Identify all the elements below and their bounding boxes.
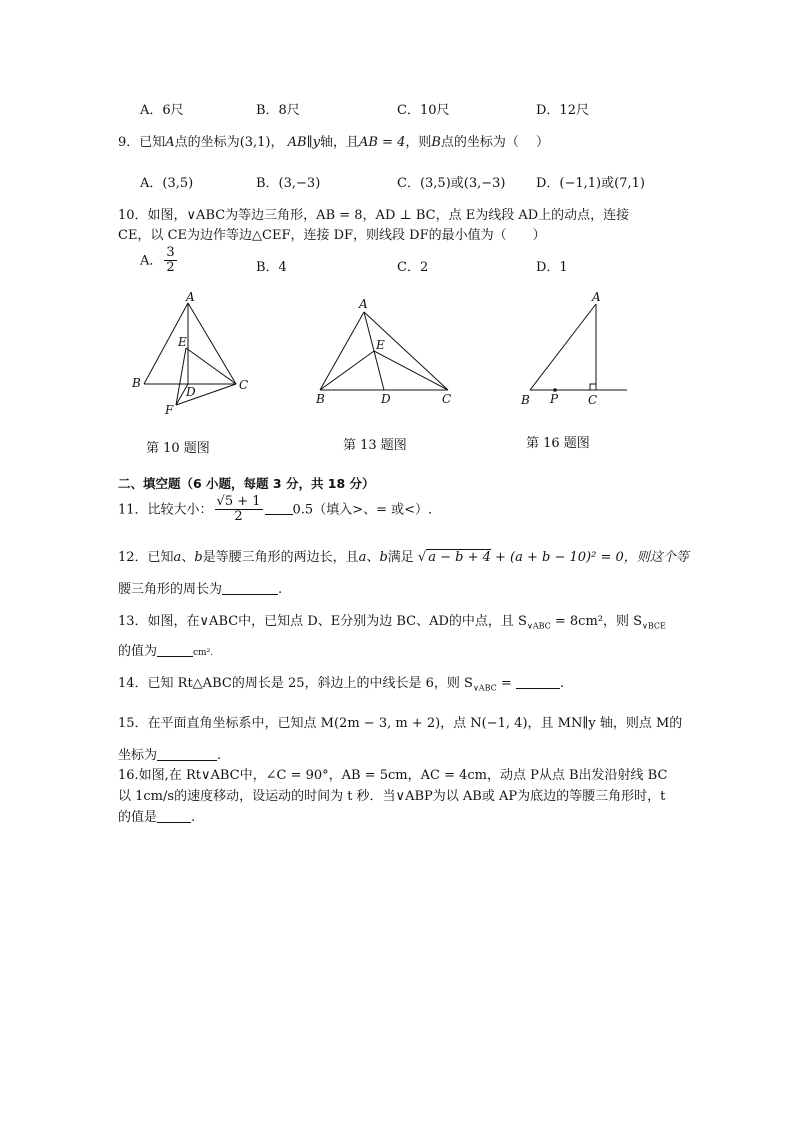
q10-option-d: D．1 bbox=[536, 260, 568, 275]
section-2-title: 二、填空题（6 小题，每题 3 分，共 18 分） bbox=[118, 476, 375, 491]
q15-answer-blank[interactable] bbox=[157, 748, 217, 761]
fig10-label-a: A bbox=[186, 290, 195, 304]
q10-option-c: C．2 bbox=[397, 260, 429, 275]
fig10-segment-ce bbox=[186, 348, 236, 384]
q13-line1: 13．如图，在∨ABC中，已知点 D、E分别为边 BC、AD的中点，且 $S_{\vee ABC} = 8cm^2$，则 $S_{\vee BCE}$ bbox=[118, 614, 666, 631]
fig13-label-d: D bbox=[381, 392, 391, 406]
q8-option-b: B．8尺 bbox=[256, 103, 300, 118]
fig10-segment-cf bbox=[176, 384, 236, 405]
q13-answer-blank[interactable] bbox=[157, 644, 193, 657]
q10-line1: 10．如图，∨ABC为等边三角形，AB = 8，AD ⊥ BC，点 E为线段 AD上的动点，连接 bbox=[118, 208, 630, 223]
fig16-label-p: P bbox=[550, 392, 559, 406]
q10-line2: CE，以 CE为边作等边△CEF，连接 DF，则线段 DF的最小值为（ ） bbox=[118, 228, 546, 243]
q8-option-d: D．12尺 bbox=[536, 103, 589, 118]
fig13-label-a: A bbox=[359, 297, 368, 311]
fig10-caption: 第 10 题图 bbox=[146, 441, 210, 456]
fig10-label-c: C bbox=[239, 378, 249, 392]
fig16-label-c: C bbox=[588, 393, 598, 407]
q16-line1: 16.如图,在 Rt∨ABC中，∠C = 90°，AB = 5cm，AC = 4cm，动点 P从点 B出发沿射线 BC bbox=[118, 768, 668, 783]
figure-13 bbox=[308, 290, 468, 415]
fig13-caption: 第 13 题图 bbox=[343, 438, 407, 453]
fig16-side-ab bbox=[530, 304, 596, 390]
q16-answer-blank[interactable] bbox=[157, 810, 191, 823]
figure-10 bbox=[120, 288, 270, 423]
fig10-label-f: F bbox=[165, 403, 174, 417]
q9-option-b: B．(3,−3) bbox=[256, 176, 321, 191]
q8-option-c: C．10尺 bbox=[397, 103, 450, 118]
q12-line2: 腰三角形的周长为 . bbox=[118, 582, 283, 597]
fig13-label-c: C bbox=[442, 392, 452, 406]
fig10-label-e: E bbox=[178, 335, 187, 349]
q16-line2: 以 1cm/s的速度移动，设运动的时间为 t 秒．当∨ABP为以 AB或 AP为底边的等腰三角形时，t bbox=[118, 789, 666, 804]
figure-16 bbox=[515, 286, 635, 411]
q9-stem: 9．已知A点的坐标为(3,1)， AB∥y轴，且AB = 4，则B点的坐标为（ ） bbox=[118, 135, 550, 150]
q14: 14．已知 Rt△ABC的周长是 25，斜边上的中线长是 6，则 $S_{\vee ABC}$ = . bbox=[118, 676, 565, 693]
q12-line1: 12．已知a、b是等腰三角形的两边长，且a、b满足 √ a − b + 4 + (a + b − 10)² = 0，则这个等 bbox=[118, 550, 689, 565]
q14-answer-blank[interactable] bbox=[516, 676, 560, 689]
fig10-side-ac bbox=[188, 303, 236, 384]
fig10-label-d: D bbox=[186, 385, 196, 399]
fig10-label-b: B bbox=[132, 376, 141, 390]
q9-option-a: A．(3,5) bbox=[140, 176, 194, 191]
q10-option-a-fraction: $\frac{3}{2}$ bbox=[166, 245, 175, 276]
q11: 11．比较大小： $\frac{√5 + 1}{2}$ 0.5（填入>、= 或<）. bbox=[118, 494, 433, 525]
fig16-caption: 第 16 题图 bbox=[526, 436, 590, 451]
q9-option-c: C．(3,5)或(3,−3) bbox=[397, 176, 506, 191]
fig16-right-angle-mark bbox=[590, 384, 596, 390]
fig13-segment-be bbox=[320, 351, 374, 390]
q15-line2: 坐标为 . bbox=[118, 748, 222, 763]
q16-line3: 的值是 . bbox=[118, 810, 196, 825]
q11-fraction: $\frac{√5 + 1}{2}$ bbox=[216, 494, 261, 525]
q12-sqrt: a − b + 4 bbox=[428, 550, 491, 565]
fig13-label-b: B bbox=[316, 392, 325, 406]
q10-option-b: B．4 bbox=[256, 260, 287, 275]
q10-option-a: A． $\frac{3}{2}$ bbox=[140, 245, 175, 276]
q15-line1: 15．在平面直角坐标系中，已知点 M(2m − 3, m + 2)，点 N(−1, 4)，且 MN∥y 轴，则点 M的 bbox=[118, 716, 683, 731]
fig16-label-b: B bbox=[521, 393, 530, 407]
q8-option-a: A．6尺 bbox=[140, 103, 184, 118]
fig13-side-ab bbox=[320, 312, 364, 390]
q9-option-d: D．(−1,1)或(7,1) bbox=[536, 176, 645, 191]
q13-line2: 的值为 cm². bbox=[118, 644, 214, 659]
fig13-label-e: E bbox=[376, 338, 385, 352]
fig16-label-a: A bbox=[592, 290, 601, 304]
q12-answer-blank[interactable] bbox=[222, 582, 278, 595]
fig13-segment-ce bbox=[374, 351, 448, 390]
q11-answer-blank[interactable] bbox=[265, 502, 293, 515]
